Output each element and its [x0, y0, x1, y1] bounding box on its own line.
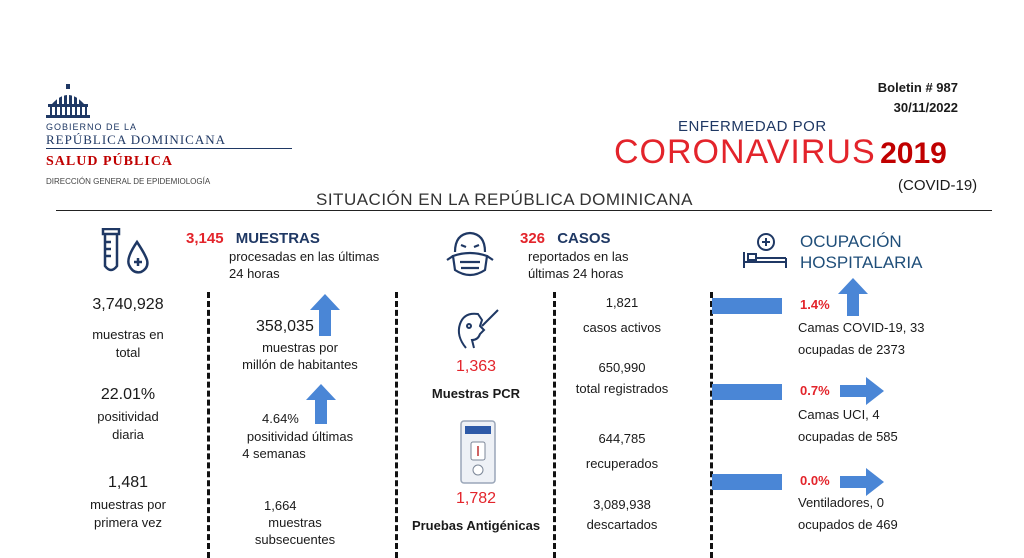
discarded-label: descartados: [586, 517, 658, 532]
positivity-daily-label-1: positividad: [97, 409, 159, 424]
covid-beds-pct: 1.4%: [800, 297, 830, 312]
cases-count: 326: [520, 230, 546, 247]
title-main-block: [614, 133, 947, 172]
samples-count: 3,145: [186, 230, 224, 247]
separator-3: [553, 292, 556, 558]
antigen-test-kit-icon: [460, 420, 496, 484]
arrow-up-icon: [310, 294, 340, 336]
samples-total-value: 3,740,928: [92, 296, 164, 313]
per-million-value: 358,035: [256, 318, 314, 335]
title-main: CORONAVIRUS: [614, 133, 876, 171]
subsequent-value: 1,664: [264, 498, 297, 513]
samples-heading: MUESTRAS: [235, 230, 320, 247]
pcr-label: Muestras PCR: [431, 386, 521, 401]
uci-beds-label-2: ocupadas de 585: [798, 429, 898, 444]
total-registered-label: total registrados: [575, 381, 669, 396]
covid-beds-bar: [712, 298, 782, 314]
positivity-4w-label-1: positividad últimas: [246, 429, 354, 444]
positivity-daily-label-2: diaria: [112, 427, 144, 442]
arrow-right-icon: [840, 468, 884, 496]
logo: [44, 84, 294, 194]
positivity-daily-value: 22.01%: [100, 386, 156, 403]
recovered-value: 644,785: [598, 431, 646, 446]
ventilators-bar: [712, 474, 782, 490]
logo-country-text: REPÚBLICA DOMINICANA: [46, 132, 226, 147]
pcr-value: 1,363: [455, 358, 497, 375]
samples-total-label-1: muestras en: [92, 327, 164, 342]
discarded-value: 3,089,938: [593, 497, 651, 512]
ventilators-pct: 0.0%: [800, 473, 830, 488]
active-cases-value: 1,821: [605, 295, 639, 310]
logo-government-text: GOBIERNO DE LA: [46, 122, 138, 132]
separator-2: [395, 292, 398, 558]
samples-header: [186, 230, 320, 247]
per-million-label-2: millón de habitantes: [242, 357, 358, 372]
bulletin-number: Boletin # 987: [877, 80, 958, 95]
subsequent-label-1: muestras: [268, 515, 322, 530]
first-time-value: 1,481: [107, 474, 149, 491]
samples-desc-1: procesadas en las últimas: [229, 249, 380, 264]
cases-heading: CASOS: [557, 230, 611, 247]
samples-total-label-2: total: [115, 345, 141, 360]
bulletin-date: 30/11/2022: [893, 100, 958, 115]
nasal-swab-icon: [452, 306, 500, 350]
ventilators-label-2: ocupados de 469: [798, 517, 898, 532]
cases-header: [520, 230, 611, 247]
covid-beds-label-2: ocupadas de 2373: [798, 342, 905, 357]
per-million-label-1: muestras por: [262, 340, 338, 355]
title-pre: ENFERMEDAD POR: [678, 118, 827, 135]
title-year: 2019: [880, 137, 947, 170]
subsequent-label-2: subsecuentes: [254, 532, 336, 547]
antigen-value: 1,782: [455, 490, 497, 507]
cases-desc-2: últimas 24 horas: [528, 266, 624, 281]
uci-beds-label-1: Camas UCI, 4: [798, 407, 880, 422]
hospital-bed-icon: [742, 232, 788, 270]
active-cases-label: casos activos: [582, 320, 662, 335]
antigen-label: Pruebas Antigénicas: [411, 518, 541, 533]
recovered-label: recuperados: [585, 456, 659, 471]
arrow-right-icon: [840, 377, 884, 405]
first-time-label-2: primera vez: [94, 515, 162, 530]
logo-directorate-text: DIRECCIÓN GENERAL DE EPIDEMIOLOGÍA: [46, 177, 211, 186]
first-time-label-1: muestras por: [90, 497, 166, 512]
separator-4: [710, 292, 713, 558]
capitol-dome-icon: [44, 84, 92, 118]
title-abbr: (COVID-19): [898, 177, 978, 194]
ventilators-label-1: Ventiladores, 0: [798, 495, 885, 510]
positivity-4w-label-2: 4 semanas: [242, 446, 306, 461]
cases-desc-1: reportados en las: [528, 249, 629, 264]
samples-desc-2: 24 horas: [229, 266, 280, 281]
subtitle: SITUACIÓN EN LA REPÚBLICA DOMINICANA: [316, 190, 693, 209]
subtitle-rule: [56, 210, 992, 211]
logo-ministry-text: SALUD PÚBLICA: [46, 154, 173, 169]
masked-face-icon: [445, 230, 495, 282]
uci-beds-pct: 0.7%: [800, 383, 830, 398]
positivity-4w-value: 4.64%: [262, 411, 299, 426]
arrow-up-icon: [306, 384, 336, 424]
covid-beds-label-1: Camas COVID-19, 33: [798, 320, 925, 335]
total-registered-value: 650,990: [598, 360, 646, 375]
test-tube-drop-icon: [101, 228, 153, 276]
hospital-heading-2: HOSPITALARIA: [800, 253, 923, 272]
hospital-heading-1: OCUPACIÓN: [800, 232, 902, 251]
arrow-up-icon: [838, 278, 868, 316]
uci-beds-bar: [712, 384, 782, 400]
logo-divider: [46, 148, 292, 149]
separator-1: [207, 292, 210, 558]
